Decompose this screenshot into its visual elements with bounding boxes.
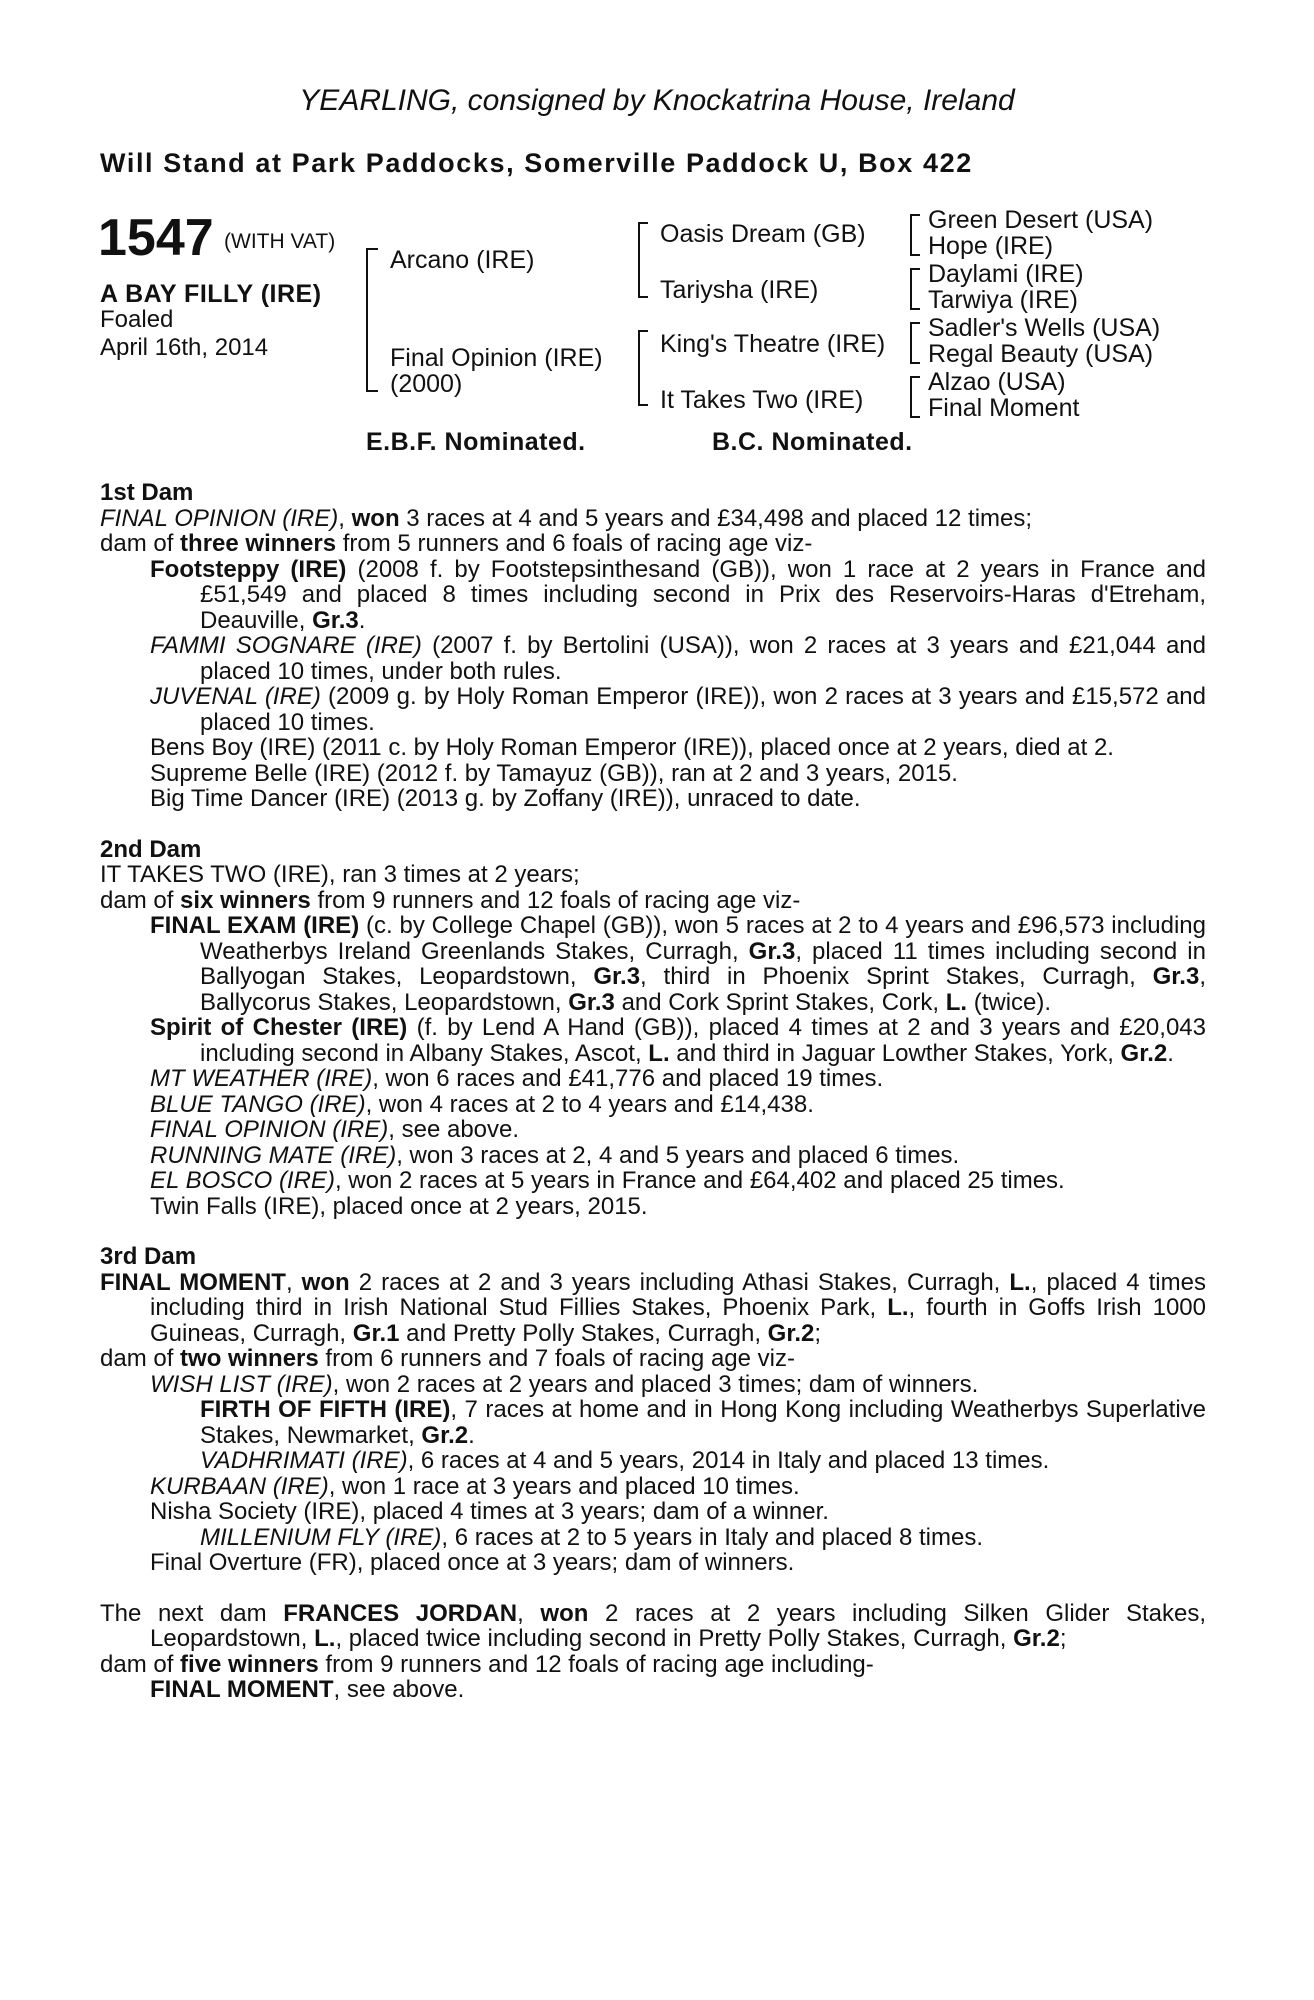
list-item: Spirit of Chester (IRE) (f. by Lend A Hand (GB)), placed 4 times at 2 and 3 years and £20,043 including second in Albany Stakes, Ascot, L. and third in Jaguar Lowther Stakes, York, Gr.2. (150, 1014, 1206, 1067)
list-item: Big Time Dancer (IRE) (2013 g. by Zoffany (IRE)), unraced to date. (150, 785, 861, 812)
sire-dam: Tariysha (IRE) (660, 276, 819, 304)
lot-number: 1547 (98, 209, 214, 267)
consignment-title: YEARLING, consigned by Knockatrina House, Ireland (299, 84, 1015, 117)
dss: Sadler's Wells (USA) (928, 314, 1161, 342)
list-item: Footsteppy (IRE) (2008 f. by Footstepsinthesand (GB)), won 1 race at 2 years in France and £51,549 and placed 8 times including second in Prix des Reservoirs-Haras d'Etreham, Deauville, Gr.3. (150, 555, 1206, 634)
dam-year: (2000) (390, 370, 463, 398)
third-dam-record: FINAL MOMENT, won 2 races at 2 and 3 years including Athasi Stakes, Curragh, L., placed 4 times including third in Irish National Stud Fillies Stakes, Phoenix Park, L., fourth in Goffs Irish 1000 Guineas, Curragh, Gr.1 and Pretty Polly Stakes, Curragh, Gr.2; (100, 1268, 1206, 1347)
pedigree-brace (638, 222, 648, 298)
list-item: FIRTH OF FIFTH (IRE), 7 races at home and in Hong Kong including Weatherbys Superlative Stakes, Newmarket, Gr.2. (200, 1396, 1207, 1449)
list-item: FINAL EXAM (IRE) (c. by College Chapel (GB)), won 5 races at 2 to 4 years and £96,573 including Weatherbys Ireland Greenlands Stakes, Curragh, Gr.3, placed 11 times including second in Ballyogan Stakes, Leopardstown, Gr.3, third in Phoenix Sprint Stakes, Curragh, Gr.3, Ballycorus Stakes, Leopardstown, Gr.3 and Cork Sprint Stakes, Cork, L. (twice). (150, 912, 1206, 1016)
sire-sire: Oasis Dream (GB) (660, 220, 866, 248)
list-item: MT WEATHER (IRE), won 6 races and £41,776 and placed 19 times. (150, 1065, 884, 1092)
dsd: Regal Beauty (USA) (928, 340, 1154, 368)
ebf-nominated: E.B.F. Nominated. (366, 428, 586, 456)
dam-dam: It Takes Two (IRE) (660, 386, 864, 414)
list-item: EL BOSCO (IRE), won 2 races at 5 years in France and £64,402 and placed 25 times. (150, 1167, 1065, 1194)
catalogue-body (100, 480, 1206, 1703)
list-item: VADHRIMATI (IRE), 6 races at 4 and 5 years, 2014 in Italy and placed 13 times. (200, 1447, 1050, 1474)
list-item: BLUE TANGO (IRE), won 4 races at 2 to 4 years and £14,438. (150, 1090, 814, 1118)
ddd: Final Moment (928, 394, 1080, 422)
first-dam-heading: 1st Dam (100, 479, 194, 506)
foaled-label: Foaled (100, 306, 174, 333)
third-dam-produce-summary: dam of two winners from 6 runners and 7 foals of racing age viz- (100, 1345, 795, 1372)
second-dam-produce-summary: dam of six winners from 9 runners and 12 foals of racing age viz- (100, 886, 801, 914)
dam-sire: King's Theatre (IRE) (660, 330, 886, 358)
next-dam-produce-summary: dam of five winners from 9 runners and 12 foals of racing age including- (100, 1650, 874, 1678)
list-item: WISH LIST (IRE), won 2 races at 2 years and placed 3 times; dam of winners. (150, 1370, 979, 1398)
first-dam-record: FINAL OPINION (IRE), won 3 races at 4 and 5 years and £34,498 and placed 12 times; (100, 504, 1033, 532)
pedigree-brace (910, 322, 920, 364)
dam: Final Opinion (IRE) (390, 344, 603, 372)
pedigree-brace (910, 214, 920, 256)
list-item: Nisha Society (IRE), placed 4 times at 3 years; dam of a winner. (150, 1498, 829, 1525)
list-item: FINAL MOMENT, see above. (150, 1676, 465, 1703)
third-dam-heading: 3rd Dam (100, 1243, 197, 1270)
next-dam-record: The next dam FRANCES JORDAN, won 2 races at 2 years including Silken Glider Stakes, Leopardstown, L., placed twice including second in Pretty Polly Stakes, Curragh, Gr.2; (100, 1599, 1206, 1652)
pedigree-brace (366, 248, 378, 392)
stand-location: Will Stand at Park Paddocks, Somerville Paddock U, Box 422 (100, 148, 973, 178)
list-item: Twin Falls (IRE), placed once at 2 years, 2015. (150, 1192, 648, 1220)
sire: Arcano (IRE) (390, 246, 535, 274)
second-dam-heading: 2nd Dam (100, 835, 202, 863)
list-item: FINAL OPINION (IRE), see above. (150, 1116, 520, 1143)
list-item: MILLENIUM FLY (IRE), 6 races at 2 to 5 years in Italy and placed 8 times. (200, 1523, 984, 1551)
pedigree-brace (910, 268, 920, 310)
ssd: Hope (IRE) (928, 232, 1054, 260)
list-item: FAMMI SOGNARE (IRE) (2007 f. by Bertolini (USA)), won 2 races at 3 years and £21,044 and placed 10 times, under both rules. (150, 632, 1207, 685)
list-item: JUVENAL (IRE) (2009 g. by Holy Roman Emperor (IRE)), won 2 races at 3 years and £15,572 and placed 10 times. (150, 683, 1206, 736)
sds: Daylami (IRE) (928, 260, 1084, 288)
list-item: Final Overture (FR), placed once at 3 years; dam of winners. (150, 1549, 795, 1576)
list-item: Supreme Belle (IRE) (2012 f. by Tamayuz (GB)), ran at 2 and 3 years, 2015. (150, 759, 958, 787)
vat-note: (WITH VAT) (224, 230, 336, 253)
pedigree-brace (638, 330, 648, 406)
sss: Green Desert (USA) (928, 206, 1154, 234)
first-dam-produce-summary: dam of three winners from 5 runners and 6 foals of racing age viz- (100, 530, 813, 557)
bc-nominated: B.C. Nominated. (712, 428, 913, 456)
second-dam-record: IT TAKES TWO (IRE), ran 3 times at 2 years; (100, 861, 580, 888)
lot-name: A BAY FILLY (IRE) (100, 280, 322, 308)
list-item: Bens Boy (IRE) (2011 c. by Holy Roman Emperor (IRE)), placed once at 2 years, died at 2. (150, 734, 1114, 761)
list-item: KURBAAN (IRE), won 1 race at 3 years and placed 10 times. (150, 1472, 800, 1500)
foaled-date: April 16th, 2014 (100, 334, 269, 361)
dds: Alzao (USA) (928, 368, 1066, 396)
pedigree-brace (910, 376, 920, 418)
list-item: RUNNING MATE (IRE), won 3 races at 2, 4 and 5 years and placed 6 times. (150, 1141, 960, 1169)
sdd: Tarwiya (IRE) (928, 286, 1079, 314)
